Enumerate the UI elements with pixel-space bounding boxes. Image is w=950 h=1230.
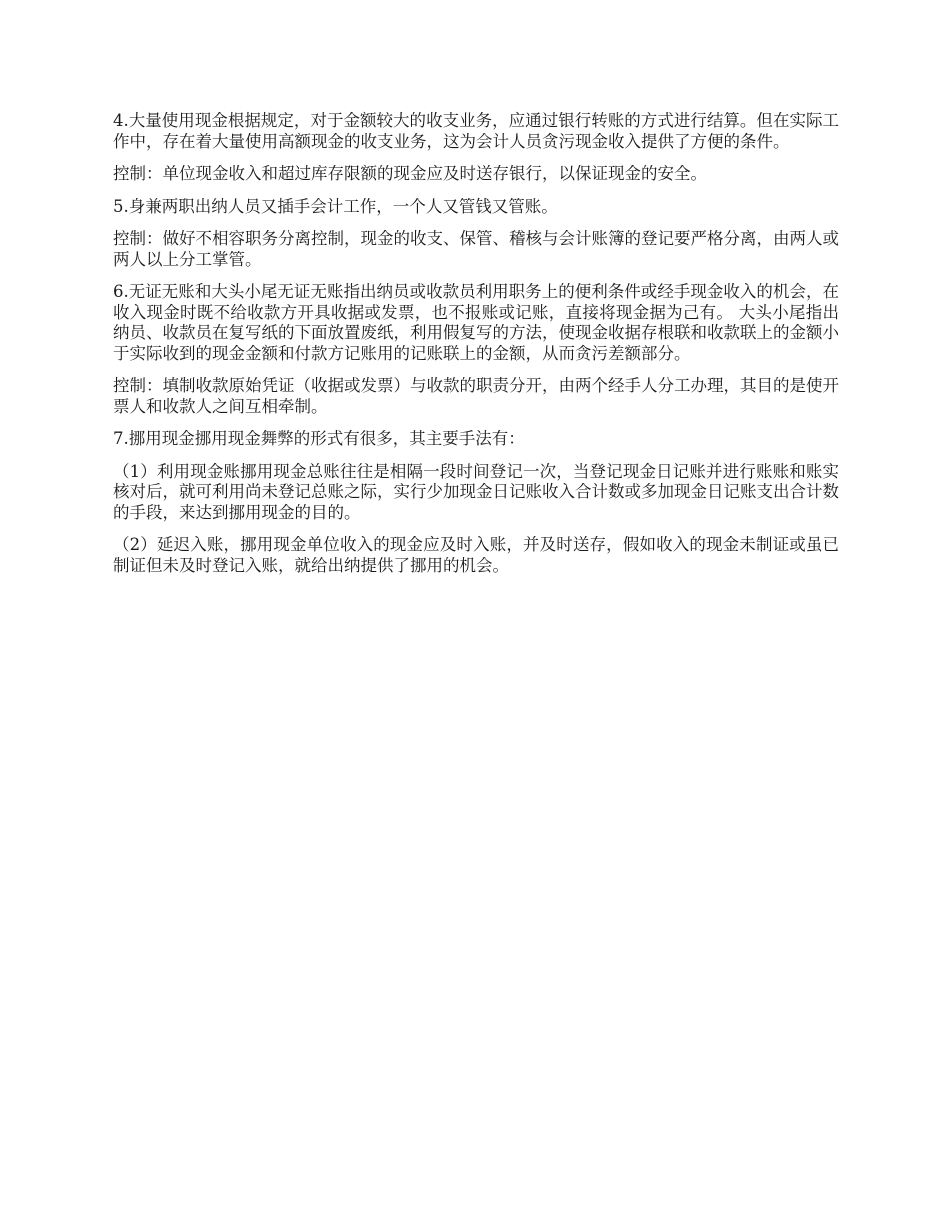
paragraph-item-6-heading: 6.无证无账和大头小尾无证无账指出纳员或收款员利用职务上的便利条件或经手现金收入的机会，在收入现金时既不给收款方开具收据或发票，也不报账或记账，直接将现金据为己有。 大头小尾指出纳员、收款员在复写纸的下面放置废纸，利用假复写的方法，使现金收据存根联和收款联上的金额小于实际收到的现金金额和付款方记账用的记账联上的金额，从而贪污差额部分。 — [113, 282, 839, 363]
document-body — [113, 111, 839, 588]
paragraph-item-7-heading: 7.挪用现金挪用现金舞弊的形式有很多，其主要手法有： — [113, 429, 525, 448]
paragraph-item-4-heading: 4.大量使用现金根据规定，对于金额较大的收支业务，应通过银行转账的方式进行结算。但在实际工作中，存在着大量使用高额现金的收支业务，这为会计人员贪污现金收入提供了方便的条件。 — [113, 111, 839, 151]
paragraph-item-5-control: 控制：做好不相容职务分离控制，现金的收支、保管、稽核与会计账簿的登记要严格分离，由两人或两人以上分工掌管。 — [113, 229, 839, 269]
paragraph-item-5-heading: 5.身兼两职出纳人员又插手会计工作，一个人又管钱又管账。 — [113, 196, 558, 216]
paragraph-item-6-control: 控制：填制收款原始凭证（收据或发票）与收款的职责分开，由两个经手人分工办理，其目的是使开票人和收款人之间互相牵制。 — [113, 376, 839, 416]
paragraph-item-7-method-2: （2）延迟入账，挪用现金单位收入的现金应及时入账，并及时送存，假如收入的现金未制证或虽已制证但未及时登记入账，就给出纳提供了挪用的机会。 — [113, 535, 839, 575]
paragraph-item-4-control: 控制：单位现金收入和超过库存限额的现金应及时送存银行，以保证现金的安全。 — [113, 164, 707, 183]
paragraph-item-7-method-1: （1）利用现金账挪用现金总账往往是相隔一段时间登记一次，当登记现金日记账并进行账账和账实核对后，就可利用尚未登记总账之际，实行少加现金日记账收入合计数或多加现金日记账支出合计数的手段，来达到挪用现金的目的。 — [113, 461, 839, 522]
